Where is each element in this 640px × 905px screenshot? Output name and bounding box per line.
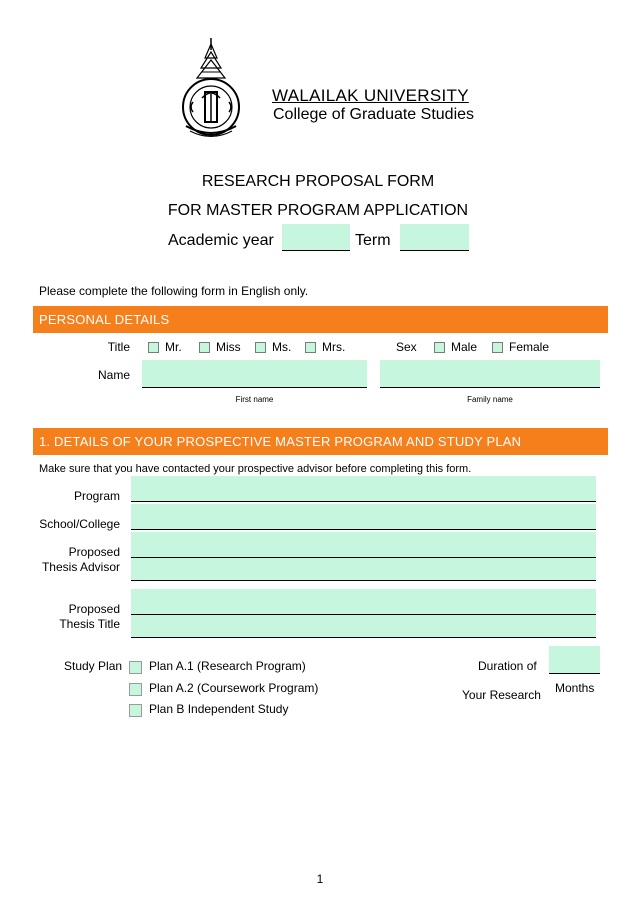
sex-male-label: Male [451,340,478,354]
title-mr-label: Mr. [165,340,182,354]
page-number: 1 [316,872,324,886]
title-miss-checkbox[interactable] [199,342,210,353]
first-name-field[interactable] [142,360,367,388]
sex-label: Sex [396,340,417,354]
plan-b-checkbox[interactable] [129,704,142,717]
thesis-field-line1[interactable] [131,589,596,615]
duration-label-line2: Your Research [462,688,541,702]
university-name: WALAILAK UNIVERSITY [272,86,469,105]
form-title-line2: FOR MASTER PROGRAM APPLICATION [167,202,469,219]
advisor-label-line2: Thesis Advisor [41,560,120,574]
title-ms-label: Ms. [272,340,292,354]
study-plan-label: Study Plan [64,659,123,673]
term-label: Term [355,232,391,249]
personal-details-heading: PERSONAL DETAILS [33,306,608,333]
school-label: School/College [39,517,120,531]
academic-year-field[interactable] [282,224,350,251]
college-name: College of Graduate Studies [273,106,475,123]
plan-a2-label: Plan A.2 (Coursework Program) [149,681,319,695]
thesis-label-line2: Thesis Title [59,617,120,631]
program-field[interactable] [131,476,596,502]
first-name-caption: First name [235,395,274,404]
title-mr-checkbox[interactable] [148,342,159,353]
title-mrs-label: Mrs. [322,340,346,354]
title-mrs-checkbox[interactable] [305,342,316,353]
university-seal-logo [180,36,242,142]
plan-a1-checkbox[interactable] [129,661,142,674]
family-name-caption: Family name [467,395,513,404]
instruction-text: Please complete the following form in English only. [39,284,309,298]
program-label: Program [73,489,120,503]
school-field[interactable] [131,504,596,530]
title-ms-checkbox[interactable] [255,342,266,353]
academic-year-label: Academic year [168,232,274,249]
term-field[interactable] [400,224,469,251]
thesis-label-line1: Proposed [68,602,120,616]
section1-heading: 1. DETAILS OF YOUR PROSPECTIVE MASTER PROGRAM AND STUDY PLAN [33,428,608,455]
sex-female-label: Female [509,340,550,354]
name-label: Name [97,368,130,382]
title-label: Title [107,340,130,354]
months-label: Months [555,681,595,695]
advisor-label-line1: Proposed [68,545,120,559]
family-name-field[interactable] [380,360,600,388]
title-miss-label: Miss [216,340,241,354]
plan-a1-label: Plan A.1 (Research Program) [149,659,306,673]
sex-female-checkbox[interactable] [492,342,503,353]
duration-label-line1: Duration of [478,659,537,673]
advisor-field-line1[interactable] [131,532,596,558]
advisor-field-line2[interactable] [131,558,596,581]
thesis-field-line2[interactable] [131,615,596,638]
sex-male-checkbox[interactable] [434,342,445,353]
form-title-line1: RESEARCH PROPOSAL FORM [201,173,435,190]
duration-field[interactable] [549,646,600,674]
section1-note: Make sure that you have contacted your prospective advisor before completing this form. [39,463,472,475]
plan-b-label: Plan B Independent Study [149,702,289,716]
plan-a2-checkbox[interactable] [129,683,142,696]
